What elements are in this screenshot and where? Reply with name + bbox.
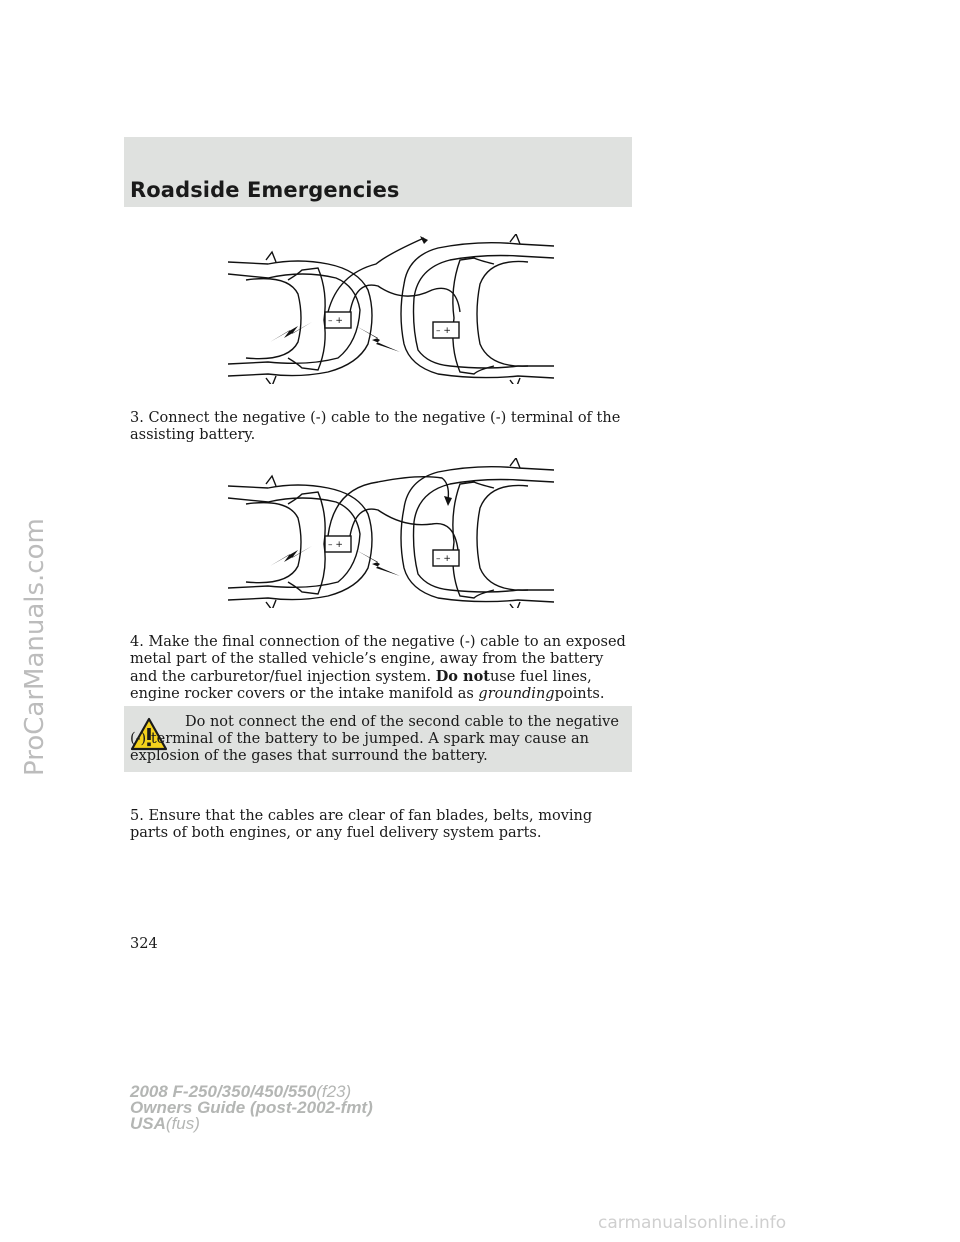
section-title: Roadside Emergencies (130, 178, 400, 202)
jump-start-figure-step3 (228, 234, 554, 384)
footer-region-code: (fus) (165, 1114, 200, 1133)
footer-code: (f23) (316, 1082, 352, 1101)
step-4-text: 4. Make the final connection of the negative (-) cable to an exposed metal part of the stalled vehicle’s engine, away from the battery and the carburetor/fuel injection system. (130, 634, 626, 685)
footer-guide: Owners Guide (post-2002-fmt) (130, 1098, 373, 1117)
battery-terminals-label: – + (328, 540, 343, 550)
step-4-text-cont: use fuel lines, engine rocker covers or the intake manifold as (130, 669, 592, 702)
jump-start-figure-step4 (228, 458, 554, 608)
step-4-paragraph (130, 634, 630, 703)
battery-terminals-label: – + (436, 326, 451, 336)
document-footer (130, 1084, 373, 1132)
step-3-paragraph: 3. Connect the negative (-) cable to the negative (-) terminal of the assisting battery. (130, 410, 621, 443)
footer-model: 2008 F-250/350/450/550 (130, 1082, 317, 1101)
page-number: 324 (130, 936, 158, 952)
step-4-emphasis: Do not (435, 668, 490, 685)
footer-region: USA (130, 1114, 166, 1133)
step-4-italic-term: grounding (478, 686, 555, 702)
step-5-paragraph: 5. Ensure that the cables are clear of fan blades, belts, moving parts of both engines, or any fuel delivery system parts. (130, 808, 593, 841)
battery-terminals-label: – + (328, 316, 343, 326)
step-4-text-end: points. (554, 686, 605, 702)
warning-text: Do not connect the end of the second cable to the negative (-) terminal of the battery to be jumped. A spark may cause an explosion of the gases that surround the battery. (130, 714, 619, 764)
side-watermark: ProCarManuals.com (20, 518, 50, 776)
battery-terminals-label: – + (436, 554, 451, 564)
bottom-watermark: carmanualsonline.info (598, 1213, 787, 1233)
